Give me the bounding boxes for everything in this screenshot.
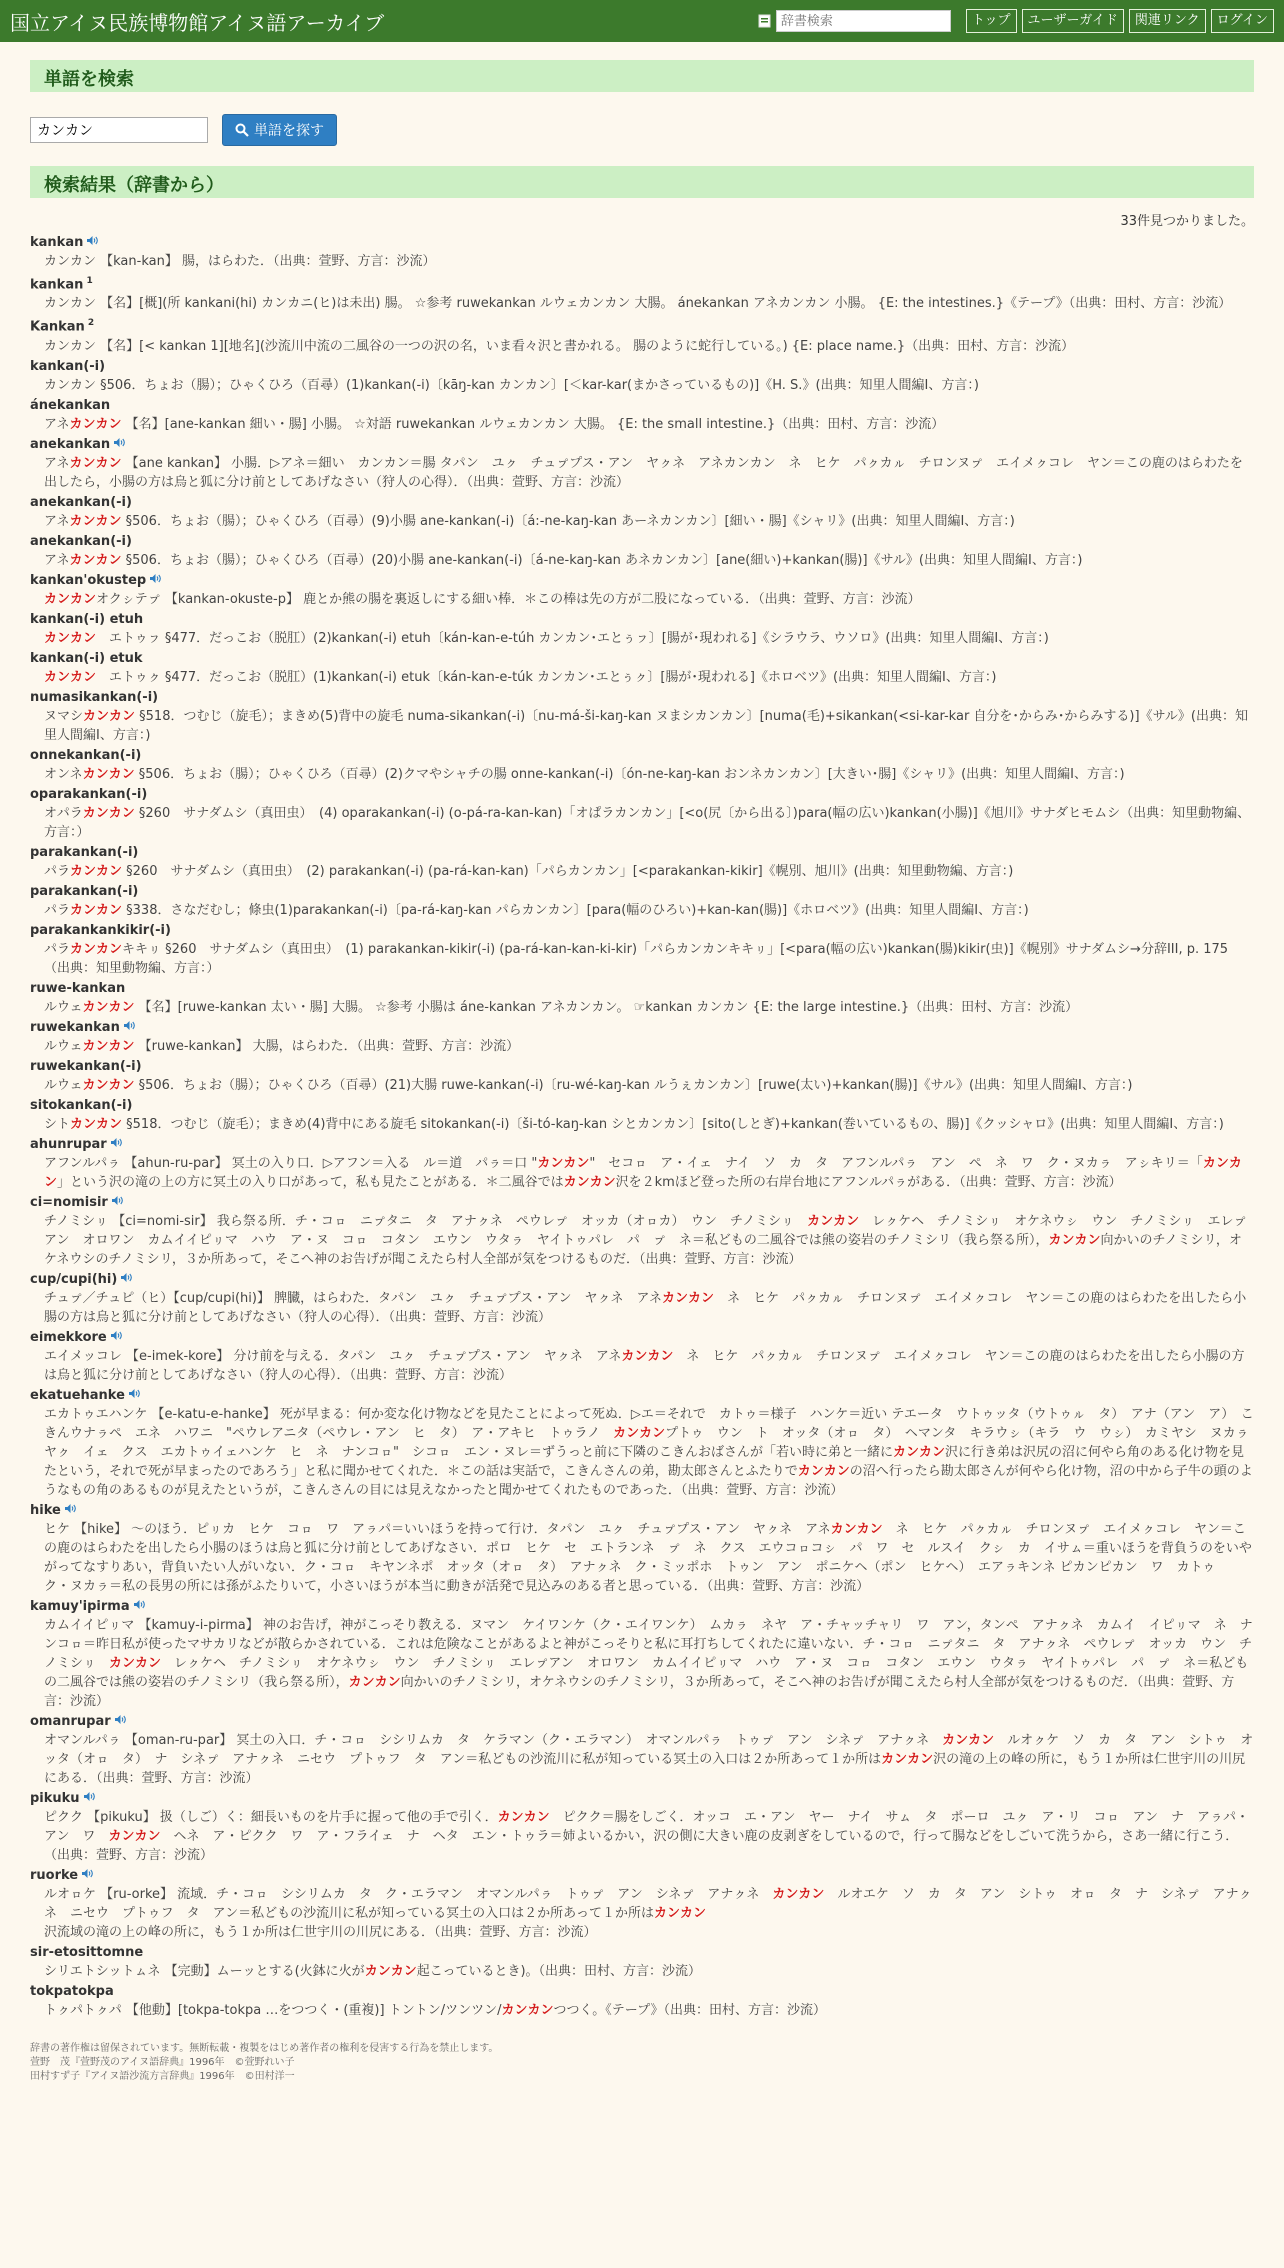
entry-headword-text[interactable]: kankan [30,277,84,293]
word-search-input[interactable] [30,117,208,143]
entry-headword-text[interactable]: ruwekankan [30,1019,120,1035]
definition-text: エトゥㇷ §477．だっこお（脱肛）(2)kankan(-i) etuh〔kán-kan-e-túh カンカン･エとぅㇷ〕[腸が･現われる]《シラウラ、ウソロ》(出典：知里人間編I、方言：) [96,630,1049,646]
entry-headword[interactable] [30,688,1254,707]
highlighted-match: カンカン [82,1038,135,1054]
definition-text: ネ ヒケ パㇰカㇽ チロンヌㇷ゚ エイメㇰコレ ヤン＝この鹿のはらわたを出したら小腸の方は烏と狐に分け前としてあげなさい（狩人の心得）．（出典：萱野、方言：沙流） [44,1348,1245,1383]
entry-headword[interactable] [30,435,1254,454]
definition-text: §506．ちょお（腸）；ひゃくひろ（百尋）(9)小腸 ane-kankan(-i)〔á:-ne-kaŋ-kan あーネカンカン〕[細い・腸]《シャリ》(出典：知里人間編I、方言：) [121,513,1015,529]
entry-headword[interactable] [30,1135,1254,1154]
entry-headword-text[interactable]: sitokankan(-i) [30,1097,133,1113]
entry-headword[interactable] [30,1712,1254,1731]
speaker-icon[interactable] [111,1193,124,1212]
entry-headword[interactable] [30,532,1254,551]
entry-definition [30,2001,1254,2020]
highlighted-match: カンカン [942,1732,995,1748]
entry-headword[interactable] [30,1386,1254,1405]
entry-headword-text[interactable]: parakankan(-i) [30,844,139,860]
entry-definition [30,376,1254,395]
definition-text: カンカン §506．ちょお（腸）；ひゃくひろ（百尋）(1)kankan(-i)〔kāŋ-kan カンカン〕[＜kar-kar(まかさっているもの)]《H. S.》(出典：知里人間編I、方言：) [44,377,979,393]
highlighted-match: カンカン [69,455,122,471]
definition-text: " セコㇿ ア・イェ ナイ ソ カ タ アフンルパㇻ アン ペ ネ ワ ク・ヌカㇻ アㇱキリ＝「 [589,1155,1203,1171]
definition-text: ヒケ 【hike】 ～のほう．ピㇼカ ヒケ コㇿ ワ アㇻパ＝いいほうを持って行け．タパン ユㇰ チュㇷ゚プス・アン ヤㇰネ アネ [44,1521,831,1537]
footer [30,2042,1254,2102]
entry-headword-text[interactable]: kankan(-i) etuh [30,611,144,627]
definition-text: パラ [44,941,71,957]
definition-text: アネ [44,455,70,471]
definition-text: チノミシㇼ 【ci=nomi-sir】 我ら祭る所．チ・コㇿ ニㇷ゚タニ タ アナㇰネ ペウレㇷ゚ オッカ（オㇿカ） ウン チノミシㇼ [44,1213,808,1229]
definition-text: 起こっているとき)。（出典：田村、方言：沙流） [416,1963,702,1979]
entry-headword[interactable] [30,1270,1254,1289]
definition-text: パラ [44,863,71,879]
search-word-button[interactable] [222,114,337,146]
entry-headword-text[interactable]: omanrupar [30,1713,111,1729]
entry-definition [30,337,1254,356]
entry-headword-text[interactable]: cup/cupi(hi) [30,1271,118,1287]
entry-headword[interactable] [30,1096,1254,1115]
entry-definition [30,1154,1254,1192]
entry-headword-text[interactable]: ekatuehanke [30,1387,125,1403]
definition-text: アネ [44,513,70,529]
definition-text: 沢に行き弟は沢尻の沼に何やら角のある化け物を見たという，それで死が早まったのであろう」と私に聞かせてくれた．＊この話は実話で，こきんさんの弟，勘太郎さんとふたりで [44,1444,1244,1479]
definition-text: プトゥ ウン ト オッタ（オㇿ タ） ヘマンタ キラウㇱ（キラ ウ ウㇱ） カミヤシ ヌカㇻ ヤㇰ イェ クス エカトゥイェハンケ ヒ ネ ナンコㇿ" シコㇿ エン・ヌレ＝ずうっと前に下隣のこきんおばさんが「若い時に弟と一緒に [44,1425,1262,1460]
entry-definition [30,998,1254,1017]
highlighted-match: カンカン [69,552,122,568]
definition-text: §506．ちょお（腸）；ひゃくひろ（百尋）(2)クマやシャチの腸 onne-kankan(-i)〔ón-ne-kaŋ-kan おンネカンカン〕[大きい･腸]《シャリ》(出典：知里人間編I、方言：) [134,766,1125,782]
definition-text: 沢の滝の上の峰の所に，もう１か所は仁世宇川の川尻にある．（出典：萱野、方言：沙流） [44,1751,1246,1786]
definition-text: ヘネ ア・ピクク ワ ア・フライェ ナ ヘタ エン・トゥラ＝姉よいるかい，沢の側に大きい鹿の皮剥ぎをしているので，行って腸などをしごいて洗うから，さあ一緒に行こう．（出典：萱野、方言：沙流） [44,1828,1239,1863]
definition-text: エカトゥエハンケ 【e-katu-e-hanke】 死が早まる：何か変な化け物などを見たことによって死ぬ．▷エ＝それで カトゥ＝様子 ハンケ＝近い テエータ ウトゥッタ（ウトゥㇽ タ） アナ（アン ア） こきんウナㇻペ エネ ハワニ "ペウレアニタ（ペウレ・アン ヒ タ） ア・アキヒ トゥラノ [44,1406,1254,1441]
speaker-icon[interactable] [110,1135,123,1154]
entry-definition [30,940,1254,978]
definition-text: カンカン 【名】[概](所 kankani(hi) カンカニ(ヒ)は未出) 腸。 ☆参考 ruwekankan ルウェカンカン 大腸。 ánekankan アネカンカン 小腸。 {E: the intestines.}《テープ》（出典：田村、方言：沙流） [44,296,1232,312]
entry-headword[interactable] [30,396,1254,415]
definition-text: キキㇼ §260 サナダムシ（真田虫） (1) parakankan-kikir(-i) (pa-rá-kan-kan-ki-kir)「パらカンカンキキㇼ」[<para(幅の広い)kankan(腸)kikir(虫)]《幌別》サナダムシ→分辞III, p. 175（出典：知里動物編、方言：） [44,941,1229,976]
entry-headword-text[interactable]: kankan(-i) [30,358,106,374]
highlighted-match: カンカン [497,1809,550,1825]
highlighted-match: カンカン [69,416,122,432]
highlighted-match: カンカン [109,1655,162,1671]
entry-definition [30,862,1254,881]
speaker-icon[interactable] [128,1386,141,1405]
nav-button[interactable]: ログイン [1211,9,1274,33]
entry-headword[interactable] [30,649,1254,668]
definition-text: 沢を２kmほど登った所の右岸台地にアフンルパㇻがある．（出典：萱野、方言：沙流） [615,1174,1122,1190]
entry-headword-text[interactable]: sir-etosittomne [30,1944,144,1960]
definition-text: ルウェ [44,999,83,1015]
entry-headword[interactable] [30,1943,1254,1962]
entry-headword[interactable] [30,233,1254,252]
highlighted-match: カンカン [82,766,135,782]
definition-text: シト [44,1116,71,1132]
entry-headword-text[interactable]: parakankan(-i) [30,883,139,899]
speaker-icon[interactable] [133,1597,146,1616]
entry-definition [30,1808,1254,1865]
results-section-title: 検索結果（辞書から） [30,166,1254,198]
definition-text: ルウェ [44,1077,83,1093]
entry-definition [30,415,1254,434]
main-content [0,42,1284,2102]
speaker-icon[interactable] [110,1328,123,1347]
definition-text: の沼へ行ったら勘太郎さんが何やら化け物，沼の中から子牛の頭のようなもの角のあるものが見えたというが，こきんさんの目には見えなかったと聞かせてくれたものであった．（出典：萱野、方言：沙流） [44,1463,1253,1498]
highlighted-match: カンカン [563,1174,616,1190]
definition-text: ヌマシ [44,708,84,724]
entry-headword[interactable] [30,843,1254,862]
entry-headword-text[interactable]: ruwe-kankan [30,980,126,996]
footer-line: 田村すず子『アイヌ語沙流方言辞典』1996年 ©田村洋一 [30,2070,295,2082]
entry-headword-text[interactable]: ahunrupar [30,1136,107,1152]
homonym-number: 1 [83,276,93,286]
definition-text: レㇰケヘ チノミシㇼ オケネウㇱ ウン チノミシㇼ エレㇷ゚アン オロワン カムイイピㇼマ ハウ ア・ヌ コㇿ コタン エウン ウタㇻ ヤイトゥパレ パ ㇷ゚ ネ＝私どもの二風谷では熊の姿岩のチノミシリ（我ら祭る所）， [44,1655,1249,1690]
entry-headword-text[interactable]: numasikankan(-i) [30,689,159,705]
definition-text: §518．つむじ（旋毛）；まきめ(4)背中にある旋毛 sitokankan(-i)〔ši-tó-kaŋ-kan シとカンカン〕[sito(しとぎ)+kankan(巻いているもの、腸)]《クッシャロ》(出典：知里人間編I、方言：) [122,1116,1224,1132]
entry-headword[interactable] [30,785,1254,804]
highlighted-match: カンカン [613,1425,666,1441]
highlighted-match: カンカン [44,669,97,685]
definition-text: 」という沢の滝の上の方に冥土の入り口があって，私も見たことがある．＊二風谷では [57,1174,564,1190]
speaker-icon[interactable] [114,1712,127,1731]
entry-definition [30,1289,1254,1327]
nav-button[interactable]: ユーザーガイド [1022,9,1124,33]
highlighted-match: カンカン [621,1348,674,1364]
definition-text: ネ ヒケ パㇰカㇽ チロンヌㇷ゚ エイメㇰコレ ヤン＝この鹿のはらわたを出したら小腸の方は烏と狐に分け前としてあげなさい（狩人の心得）．（出典：萱野、方言：沙流） [44,1290,1247,1325]
entry-headword[interactable] [30,610,1254,629]
top-bar [0,0,1284,42]
highlighted-match: カンカン [82,999,135,1015]
definition-text: ルオㇰケ ソ カ タ アン シトゥ オッタ（オㇿ タ） ナ シネㇷ゚ アナㇰネ ニセウ プトゥフ タ アン＝私どもの沙流川に私が知っている冥土の入口は２か所あって１か所は [44,1732,1254,1767]
entry-definition [30,901,1254,920]
entry-definition [30,1076,1254,1095]
definition-text: §338．さなだむし；條虫(1)parakankan(-i)〔pa-rá-kaŋ-kan パらカンカン〕[para(幅のひろい)+kan-kan(腸)]《ホロベツ》(出典：知里人間編I、方言：) [122,902,1029,918]
entry-definition [30,1731,1254,1788]
definition-text: ピクク 【pikuku】 扱（しご）く：細長いものを片手に握って他の手で引く． [44,1809,498,1825]
entry-headword-text[interactable]: ruorke [30,1867,79,1883]
entry-definition [30,629,1254,648]
result-count: 33件見つかりました。 [1120,214,1254,229]
definition-text: カンカン 【kan-kan】 腸，はらわた．（出典：萱野、方言：沙流） [44,254,436,269]
highlighted-match: カンカン [44,630,97,646]
top-nav [961,9,1274,33]
highlighted-match: カンカン [108,1828,161,1844]
entry-headword[interactable] [30,882,1254,901]
highlighted-match: カンカン [881,1751,934,1767]
dictionary-search-input[interactable] [776,10,951,32]
definition-text: 向かいのチノミシリ，オケネウシのチノミシリ，３か所あって，そこへ神のお告げが聞こえたら村人全部が気をつけるものだ．（出典：萱野、方言：沙流） [44,1232,1242,1267]
entry-definition [30,668,1254,687]
definition-text: §260 サナダムシ（真田虫） (4) oparakankan(-i) (o-pá-ra-kan-kan)「オぱラカンカン」[<o(尻〔から出る〕)para(幅の広い)kankan(小腸)]《旭川》サナダヒモムシ（出典：知里動物編、方言：） [44,805,1251,840]
highlighted-match: カンカン [82,805,135,821]
highlighted-match: カンカン [807,1213,860,1229]
definition-text: カンカン 【名】[< kankan 1][地名](沙流川中流の二風谷の一つの沢の名，いま看々沢と書かれる。 腸のように蛇行している。) {E: place name.}（出典：田村、方言：沙流） [44,338,1075,354]
footer-line: 辞書の著作権は留保されています。無断転載・複製をはじめ著作者の権利を侵害する行為を禁止します。 [30,2042,499,2054]
entry-headword-text[interactable]: kankan(-i) etuk [30,650,143,666]
definition-text: ピクク＝腸をしごく．オッコ エ・アン ヤー ナイ サㇺ タ ポーロ ユㇰ ア・リ コㇿ アン ナ アㇻパ・アン ワ [44,1809,1250,1844]
entry-headword-text[interactable]: parakankankikir(-i) [30,922,171,938]
highlighted-match: カンカン [44,591,97,607]
entry-definition [30,1212,1254,1269]
entry-headword-text[interactable]: ruwekankan(-i) [30,1058,142,1074]
definition-text: 【ane kankan】 小腸．▷アネ＝細い カンカン＝腸 タパン ユㇰ チュㇷ゚プス・アン ヤㇰネ アネカンカン ネ ヒケ パㇰカㇽ チロンヌㇷ゚ エイメㇰコレ ヤン＝この鹿のはらわたを出したら，小腸の方は烏と狐に分け前としてあげなさい（狩人の心得）．（出典：萱野、方言：沙流） [44,455,1243,490]
entry-definition [30,1885,1254,1942]
speaker-icon[interactable] [83,1789,96,1808]
definition-text: 沢流域の滝の上の峰の所に，もう１か所は仁世宇川の川尻にある．（出典：萱野、方言：沙流） [44,1924,597,1940]
entry-headword[interactable] [30,314,1254,336]
definition-text: 【ruwe-kankan】 大腸，はらわた．（出典：萱野、方言：沙流） [134,1038,520,1054]
entry-definition [30,765,1254,784]
entry-headword-text[interactable]: hike [30,1502,61,1518]
highlighted-match: カンカン [654,1905,707,1921]
definition-text: トㇰパトㇰパ 【他動】[tokpa-tokpa …をつつく・(重複)] トントン/ツンツン/ [44,2002,502,2018]
entry-headword-text[interactable]: kankan'okustep [30,572,147,588]
entry-definition [30,551,1254,570]
definition-text: ルオエケ ソ カ タ アン シトゥ オㇿ タ ナ シネㇷ゚ アナㇰネ ニセウ プトゥフ タ アン＝私どもの沙流川に私が知っている冥土の入口は２か所あって１か所は [44,1886,1252,1921]
highlighted-match: カンカン [82,1077,135,1093]
entry-definition [30,294,1254,313]
entry-definition [30,804,1254,842]
entry-headword-text[interactable]: ci=nomisir [30,1194,108,1210]
definition-text: つつく。《テープ》（出典：田村、方言：沙流） [553,2002,826,2018]
definition-text: チュㇷ゚／チュピ（ヒ）【cup/cupi(hi)】 脾臓，はらわた．タパン ユㇰ チュㇷ゚プス・アン ヤㇰネ アネ [44,1290,663,1306]
definition-text: アネ [44,552,70,568]
definition-text: オンネ [44,766,83,782]
entry-headword-text[interactable]: oparakankan(-i) [30,786,148,802]
highlighted-match: カンカン [83,708,136,724]
highlighted-match: カンカン [364,1963,417,1979]
entry-definition [30,707,1254,745]
entry-headword-text[interactable]: anekankan(-i) [30,533,132,549]
highlighted-match: カンカン [830,1521,883,1537]
nav-button[interactable]: 関連リンク [1129,9,1206,33]
definition-text: オパラ [44,805,83,821]
entry-headword[interactable] [30,272,1254,294]
definition-text: ルオㇿケ 【ru-orke】 流域．チ・コㇿ シシリムカ タ ク・エラマン オマンルパㇻ トゥㇷ゚ アン シネㇷ゚ アナㇰネ [44,1886,773,1902]
definition-text: オクㇱテㇷ゚ 【kankan-okuste-p】 鹿とか熊の腸を裏返しにする細い棒．＊この棒は先の方が二股になっている．（出典：萱野、方言：沙流） [96,591,921,607]
entry-headword[interactable] [30,571,1254,590]
entry-headword[interactable] [30,1597,1254,1616]
highlighted-match: カンカン [348,1674,401,1690]
definition-text: レㇰケヘ チノミシㇼ オケネウㇱ ウン チノミシㇼ エレㇷ゚アン オロワン カムイイピㇼマ ハウ ア・ヌ コㇿ コタン エウン ウタㇻ ヤイトゥパレ パ ㇷ゚ ネ＝私どもの二風谷では熊の姿岩のチノミシリ（我ら祭る所）， [44,1213,1247,1248]
highlighted-match: カンカン [70,902,123,918]
highlighted-match: カンカン [70,941,123,957]
definition-text: カムイイピㇼマ 【kamuy-i-pirma】 神のお告げ，神がこっそり教える．ヌマン ケイワンケ（ク・エイワンケ） ムカㇻ ネヤ ア・チャッチャリ ワ アン，タンペ アナㇰネ カムイ イピㇼマ ネ ナンコㇿ＝昨日私が使ったマサカリなどが散らかされている．これは危険なことがあるよと神がこっそりと私に耳打ちしてくれたに違いない．チ・コㇿ ニㇷ゚タニ タ アナㇰネ ペウレㇷ゚ オッカ ウン チノミシㇼ [44,1617,1253,1671]
definition-text: アフンルパㇻ 【ahun-ru-par】 冥土の入り口．▷アフン＝入る ル＝道 パㇻ＝口 " [44,1155,538,1171]
entry-headword[interactable] [30,1193,1254,1212]
entry-headword-text[interactable]: onnekankan(-i) [30,747,142,763]
homonym-number: 2 [84,318,95,329]
speaker-icon[interactable] [81,1866,94,1885]
entry-definition [30,1962,1254,1981]
entry-definition [30,1037,1254,1056]
definition-text: アネ [44,416,70,432]
definition-text: 【名】[ruwe-kankan 太い・腸] 大腸。 ☆参考 小腸は áne-kankan アネカンカン。 ☞kankan カンカン {E: the large intestine.}（出典：田村、方言：沙流） [134,999,1079,1015]
entry-headword-text[interactable]: pikuku [30,1790,80,1806]
dictionary-search [758,10,951,32]
definition-text: エトゥㇰ §477．だっこお（脱肛）(1)kankan(-i) etuk〔kán-kan-e-túk カンカン･エとぅㇰ〕[腸が･現われる]《ホロベツ》(出典：知里人間編I、方言：) [96,669,997,685]
definition-text: パラ [44,902,71,918]
entry-headword[interactable] [30,1328,1254,1347]
highlighted-match: カンカン [501,2002,554,2018]
definition-text: オマンルパㇻ 【oman-ru-par】 冥土の入口．チ・コㇿ シシリムカ タ ケラマン（ク・エラマン） オマンルパㇻ トゥㇷ゚ アン シネㇷ゚ アナㇰネ [44,1732,943,1748]
footer-line: 萱野 茂『萱野茂のアイヌ語辞典』1996年 ©萱野れい子 [30,2056,295,2068]
entry-definition [30,1115,1254,1134]
definition-text: シリエトシットㇺネ 【完動】ムーッとする(火鉢に火が [44,1963,365,1979]
entry-headword[interactable] [30,979,1254,998]
site-title[interactable]: 国立アイヌ民族博物館アイヌ語アーカイブ [10,10,385,35]
entry-headword[interactable] [30,493,1254,512]
entry-headword[interactable] [30,1982,1254,2001]
highlighted-match: カンカン [797,1463,850,1479]
entry-definition [30,1520,1254,1596]
nav-button[interactable]: トップ [966,9,1017,33]
highlighted-match: カンカン [662,1290,715,1306]
entry-definition [30,454,1254,492]
entry-headword-text[interactable]: kamuy'ipirma [30,1598,130,1614]
definition-text: §518．つむじ（旋毛）；まきめ(5)背中の旋毛 numa-sikankan(-i)〔nu-má-ši-kaŋ-kan ヌまシカンカン〕[numa(毛)+sikankan(<si-kar-kar 自分を･からみ･からみする)]《サル》(出典：知里人間編I、方言：) [44,708,1248,743]
entry-headword-text[interactable]: Kankan [30,319,85,335]
search-row [30,114,1254,146]
entry-headword[interactable] [30,921,1254,940]
entry-headword-text[interactable]: eimekkore [30,1329,107,1345]
search-word-button-label: 単語を探す [254,123,324,139]
entry-headword-text[interactable]: tokpatokpa [30,1983,114,1999]
definition-text: ネ ヒケ パㇰカㇽ チロンヌㇷ゚ エイメㇰコレ ヤン＝この鹿のはらわたを出したら小腸のほうは烏と狐に分け前としてあげなさい．ポロ ヒケ セ エトランネ ㇷ゚ ネ クス エウコㇿコㇱ パ ワ セ ルスイ クㇱ カ イサㇺ＝重いほうを背負うのをいやがってなすりあい，背負いたい人がいない．ク・コㇿ キヤンネポ オッタ（オㇿ タ） アナㇰネ ク・ミッポホ トゥン アン ポニケヘ（ポン ヒケヘ） エアㇻキンネ ピカンピカン ワ カトゥ ク・ヌカㇻ＝私の長男の所には孫がふたりいて，小さいほうが本当に動きが活発で見込みのある者と思っている．（出典：萱野、方言：沙流） [44,1521,1252,1594]
highlighted-match: カンカン [69,513,122,529]
search-section-title: 単語を検索 [30,60,1254,92]
speaker-icon[interactable] [86,233,99,252]
entry-headword[interactable] [30,1501,1254,1520]
search-icon [235,123,249,137]
entry-headword[interactable] [30,1789,1254,1808]
entry-headword-text[interactable]: anekankan(-i) [30,494,132,510]
entry-definition [30,1405,1262,1500]
definition-text: エイメッコレ 【e-imek-kore】 分け前を与える．タパン ユㇰ チュㇷ゚プス・アン ヤㇰネ アネ [44,1348,622,1364]
highlighted-match: カンカン [537,1155,590,1171]
definition-text: ルウェ [44,1038,83,1054]
entry-headword[interactable] [30,746,1254,765]
entry-definition [30,590,1254,609]
entry-headword-text[interactable]: kankan [30,235,84,250]
entry-headword[interactable] [30,1057,1254,1076]
highlighted-match: カンカン [70,863,123,879]
definition-text: §506．ちょお（腸）；ひゃくひろ（百尋）(20)小腸 ane-kankan(-i)〔á-ne-kaŋ-kan あネカンカン〕[ane(細い)+kankan(腸)]《サル》(出典：知里人間編I、方言：) [121,552,1083,568]
entry-definition [30,252,1254,271]
speaker-icon[interactable] [123,1018,136,1037]
entry-definition [30,512,1254,531]
entry-headword-text[interactable]: ánekankan [30,397,111,413]
definition-text: 【名】[ane-kankan 細い・腸] 小腸。 ☆対語 ruwekankan ルウェカンカン 大腸。 {E: the small intestine.}（出典：田村、方言：沙流） [121,416,945,432]
entry-headword[interactable] [30,1018,1254,1037]
highlighted-match: カンカン [70,1116,123,1132]
definition-text: §260 サナダムシ（真田虫） (2) parakankan(-i) (pa-rá-kan-kan)「パらカンカン」[<parakankan-kikir]《幌別、旭川》(出典：知里動物編、方言：) [122,863,1014,879]
book-icon [758,14,771,28]
highlighted-match: カンカン [892,1444,945,1460]
speaker-icon[interactable] [113,435,126,454]
entry-definition [30,1347,1254,1385]
definition-text: §506．ちょお（腸）；ひゃくひろ（百尋）(21)大腸 ruwe-kankan(-i)〔ru-wé-kaŋ-kan ルうぇカンカン〕[ruwe(太い)+kankan(腸)]《サル》(出典：知里人間編I、方言：) [134,1077,1133,1093]
highlighted-match: カンカン [44,1155,1242,1190]
results-list [30,233,1262,2020]
entry-headword[interactable] [30,1866,1254,1885]
speaker-icon[interactable] [120,1270,133,1289]
highlighted-match: カンカン [772,1886,825,1902]
entry-definition [30,1616,1254,1711]
speaker-icon[interactable] [149,571,162,590]
definition-text: 向かいのチノミシリ，オケネウシのチノミシリ，３か所あって，そこへ神のお告げが聞こえたら村人全部が気をつけるものだ．（出典：萱野、方言：沙流） [44,1674,1235,1709]
entry-headword[interactable] [30,357,1254,376]
entry-headword-text[interactable]: anekankan [30,436,111,452]
speaker-icon[interactable] [64,1501,77,1520]
highlighted-match: カンカン [1048,1232,1101,1248]
